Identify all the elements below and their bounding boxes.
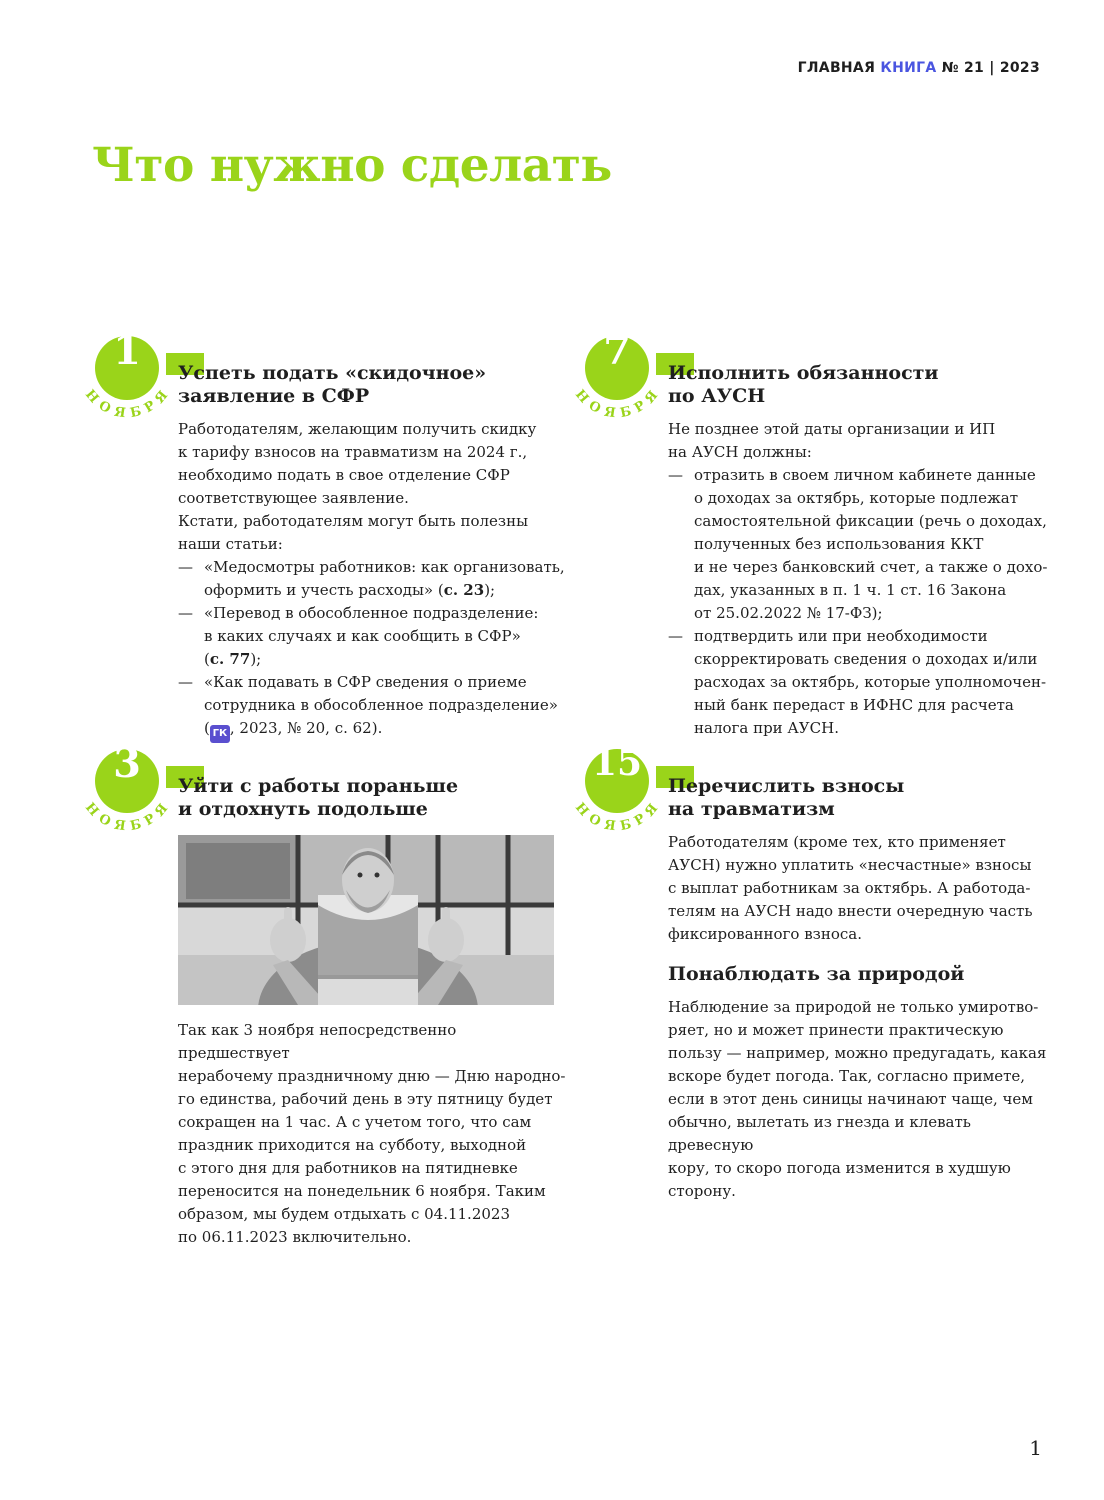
section-title: Исполнить обязанности по АУСН	[668, 362, 1048, 408]
paragraph: Работодателям, желающим получить скидку к тарифу взносов на травматизм на 2024 г., необходимо подать в свое отделение СФР соответствующее заявление.	[178, 420, 537, 507]
section-body	[668, 831, 1048, 946]
obligation-list	[668, 464, 1048, 740]
subheading-nature: Понаблюдать за природой	[668, 963, 965, 985]
section-body	[668, 996, 1048, 1203]
paragraph: Не позднее этой даты организации и ИП на АУСН должны:	[668, 420, 996, 461]
page-ref-link[interactable]: с. 23	[443, 581, 485, 599]
gk-logo-icon: ГК	[210, 725, 230, 743]
header-prefix: ГЛАВНАЯ	[797, 60, 876, 76]
month-label: НОЯБРЯ	[571, 387, 663, 422]
section-body	[178, 1019, 568, 1249]
list-item: — «Медосмотры работников: как организовать, оформить и учесть расходы» (с. 23);	[178, 556, 568, 602]
section-nov-3	[81, 740, 568, 1249]
date-badge	[81, 740, 173, 835]
magazine-header	[798, 60, 1040, 76]
date-badge	[571, 742, 663, 835]
section-title: Перечислить взносы на травматизм	[668, 775, 1048, 821]
article-list	[178, 556, 568, 743]
list-item: — отразить в своем личном кабинете данные о доходах за октябрь, которые подлежат самостоятельной фиксации (речь о доходах, полученных без использования ККТ и не через банковский счет, а также о дохо- дах, указанных в п. 1 ч. 1 ст. 16 Закона от 25.02.2022 № 17-ФЗ);	[668, 464, 1048, 625]
header-issue: № 21 | 2023	[941, 60, 1040, 76]
paragraph: Работодателям (кроме тех, кто применяет АУСН) нужно уплатить «несчастные» взносы с выплат работникам за октябрь. А работода- телям на АУСН надо внести очередную часть фиксированного взноса.	[668, 833, 1033, 943]
list-item: — «Перевод в обособленное подразделение: в каких случаях и как сообщить в СФР» (с. 77);	[178, 602, 568, 671]
date-number: 7	[603, 327, 631, 374]
man-thumbs-up-laptop-photo	[178, 835, 554, 1005]
date-badge	[571, 327, 663, 422]
section-nov-1	[81, 327, 568, 743]
page-title: Что нужно сделать	[92, 138, 612, 193]
section-title: Успеть подать «скидочное» заявление в СФР	[178, 362, 568, 408]
date-number: 3	[113, 740, 141, 787]
list-item: — «Как подавать в СФР сведения о приеме сотрудника в обособленное подразделение» ( ГК , 2023, № 20, с. 62).	[178, 671, 568, 743]
paragraph: Кстати, работодателям могут быть полезны наши статьи:	[178, 512, 529, 553]
month-label: НОЯБРЯ	[81, 800, 173, 835]
section-body	[668, 418, 1048, 740]
month-label: НОЯБРЯ	[81, 387, 173, 422]
header-accent: КНИГА	[880, 60, 937, 76]
date-number: 15	[591, 742, 643, 784]
date-badge	[81, 327, 173, 422]
section-body	[178, 418, 568, 743]
list-item: — подтвердить или при необходимости скорректировать сведения о доходах и/или расходах за октябрь, которые уполномочен- ный банк передаст в ИФНС для расчета налога при АУСН.	[668, 625, 1048, 740]
section-nov-7	[571, 327, 1048, 740]
date-number: 1	[113, 327, 141, 374]
month-label: НОЯБРЯ	[571, 800, 663, 835]
page-ref-link[interactable]: с. 77	[209, 650, 251, 668]
paragraph: Наблюдение за природой не только умиротво- ряет, но и может принести практическую пользу — например, можно предугадать, какая вскоре будет погода. Так, согласно примете, если в этот день синицы начинают чаще, чем обычно, вылетать из гнезда и клевать древесную кору, то скоро погода изменится в худшую сторону.	[668, 998, 1047, 1200]
section-nov-15	[571, 742, 1048, 1203]
section-title: Уйти с работы пораньше и отдохнуть подольше	[178, 775, 568, 821]
paragraph: Так как 3 ноября непосредственно предшествует нерабочему праздничному дню — Дню народно- го единства, рабочий день в эту пятницу будет сокращен на 1 час. А с учетом того, что сам праздник приходится на субботу, выходной с этого дня для работников на пятидневке переносится на понедельник 6 ноября. Таким образом, мы будем отдыхать с 04.11.2023 по 06.11.2023 включительно.	[178, 1021, 566, 1246]
page-number: 1	[1029, 1436, 1042, 1460]
